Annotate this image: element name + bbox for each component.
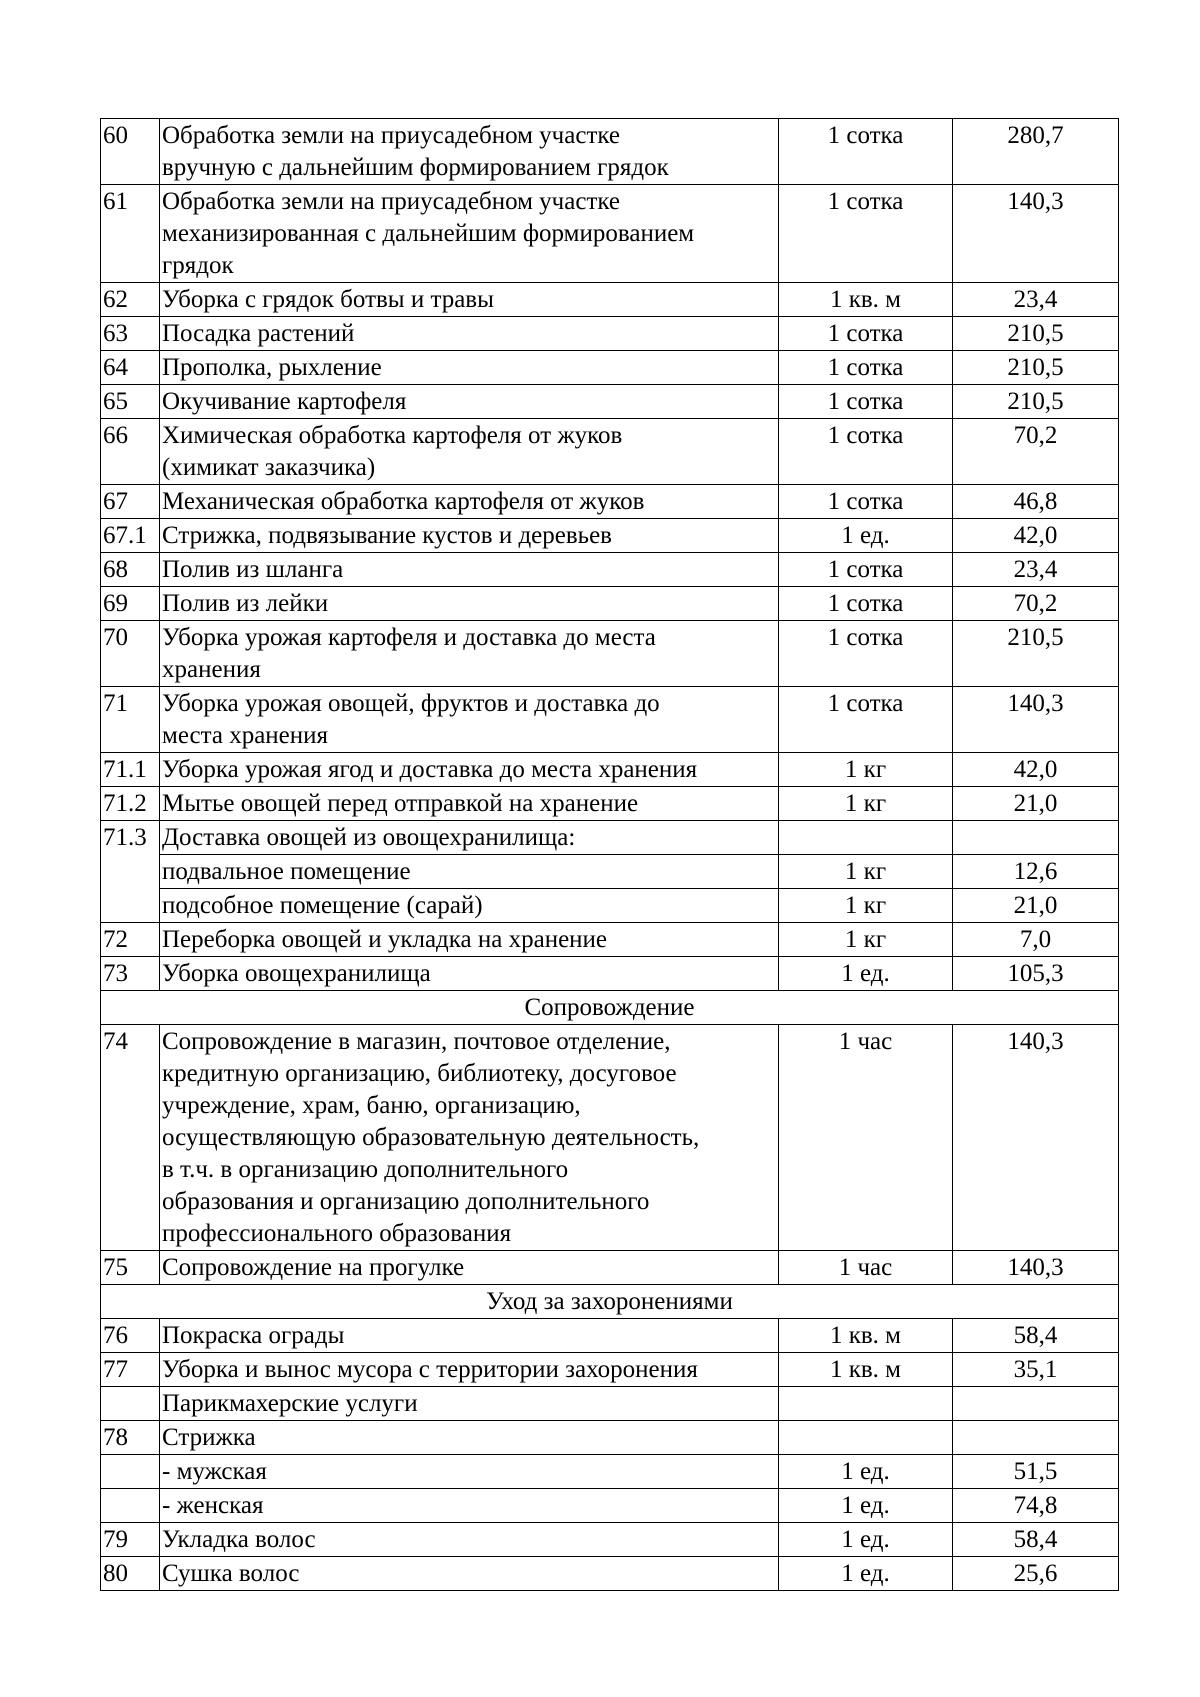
row-number: 67	[101, 485, 160, 519]
table-row	[101, 687, 1119, 753]
service-name-line: Доставка овощей из овощехранилища:	[162, 824, 576, 851]
price-value: 42,0	[953, 753, 1119, 787]
table-row	[101, 317, 1119, 351]
price-value	[953, 821, 1119, 855]
row-number: 77	[101, 1353, 160, 1387]
service-name	[160, 185, 779, 283]
service-name	[160, 889, 779, 923]
unit-of-measure: 1 сотка	[779, 587, 953, 621]
service-name	[160, 1455, 779, 1489]
unit-of-measure: 1 сотка	[779, 621, 953, 687]
unit-of-measure: 1 час	[779, 1025, 953, 1251]
row-number: 69	[101, 587, 160, 621]
unit-of-measure: 1 кг	[779, 787, 953, 821]
service-name	[160, 1387, 779, 1421]
price-value: 140,3	[953, 1251, 1119, 1285]
row-number: 60	[101, 119, 160, 185]
service-name-line: Обработка земли на приусадебном участке	[162, 188, 620, 215]
service-name-line: Уборка урожая ягод и доставка до места хранения	[162, 756, 698, 783]
row-number: 68	[101, 553, 160, 587]
unit-of-measure: 1 ед.	[779, 957, 953, 991]
service-name	[160, 283, 779, 317]
price-value: 58,4	[953, 1523, 1119, 1557]
service-name-line: Прополка, рыхление	[162, 354, 382, 381]
price-value: 35,1	[953, 1353, 1119, 1387]
unit-of-measure: 1 кг	[779, 753, 953, 787]
unit-of-measure: 1 сотка	[779, 419, 953, 485]
price-value: 42,0	[953, 519, 1119, 553]
unit-of-measure: 1 сотка	[779, 553, 953, 587]
unit-of-measure: 1 кв. м	[779, 283, 953, 317]
table-row	[101, 753, 1119, 787]
service-name-line: профессионального образования	[162, 1220, 512, 1247]
price-value: 105,3	[953, 957, 1119, 991]
price-value: 210,5	[953, 385, 1119, 419]
row-number: 74	[101, 1025, 160, 1251]
service-name	[160, 1251, 779, 1285]
service-name-line: подвальное помещение	[162, 858, 411, 885]
service-name-line: Переборка овощей и укладка на хранение	[162, 926, 608, 953]
service-name	[160, 385, 779, 419]
service-name	[160, 119, 779, 185]
service-name	[160, 553, 779, 587]
price-value: 210,5	[953, 317, 1119, 351]
service-name-line: Механическая обработка картофеля от жуков	[162, 488, 645, 515]
table-row	[101, 1557, 1119, 1591]
row-number: 67.1	[101, 519, 160, 553]
row-number	[101, 1489, 160, 1523]
table-row	[101, 419, 1119, 485]
price-value: 140,3	[953, 687, 1119, 753]
service-name-line: Покраска ограды	[162, 1322, 345, 1349]
service-name	[160, 787, 779, 821]
service-name-line: Укладка волос	[162, 1526, 316, 1553]
table-row	[101, 519, 1119, 553]
service-name-line: хранения	[162, 656, 261, 683]
table-row	[101, 283, 1119, 317]
service-name-line: Посадка растений	[162, 320, 355, 347]
unit-of-measure: 1 кв. м	[779, 1319, 953, 1353]
row-number: 71.3	[101, 821, 160, 855]
table-row	[101, 821, 1119, 855]
service-name-line: Обработка земли на приусадебном участке	[162, 122, 620, 149]
table-row	[101, 957, 1119, 991]
service-name-line: места хранения	[162, 722, 329, 749]
row-number: 64	[101, 351, 160, 385]
unit-of-measure: 1 кг	[779, 923, 953, 957]
table-row	[101, 1523, 1119, 1557]
table-row	[101, 1319, 1119, 1353]
row-number	[101, 1455, 160, 1489]
row-number: 71.1	[101, 753, 160, 787]
table-row	[101, 553, 1119, 587]
row-number: 66	[101, 419, 160, 485]
service-name-line: Сушка волос	[162, 1560, 300, 1587]
price-value: 58,4	[953, 1319, 1119, 1353]
table-row	[101, 1455, 1119, 1489]
unit-of-measure: 1 сотка	[779, 119, 953, 185]
service-name	[160, 855, 779, 889]
service-name-line: вручную с дальнейшим формированием грядок	[162, 154, 669, 181]
row-number: 71.2	[101, 787, 160, 821]
service-name-line: учреждение, храм, баню, организацию,	[162, 1092, 581, 1119]
table-row	[101, 587, 1119, 621]
price-value: 7,0	[953, 923, 1119, 957]
unit-of-measure: 1 кв. м	[779, 1353, 953, 1387]
service-name-line: грядок	[162, 252, 234, 279]
section-header-row	[101, 991, 1119, 1025]
table-row	[101, 485, 1119, 519]
table-row	[101, 1387, 1119, 1421]
price-value: 280,7	[953, 119, 1119, 185]
service-name-line: Сопровождение на прогулке	[162, 1254, 465, 1281]
row-number: 78	[101, 1421, 160, 1455]
unit-of-measure: 1 ед.	[779, 1557, 953, 1591]
service-name	[160, 687, 779, 753]
row-number: 80	[101, 1557, 160, 1591]
price-value: 21,0	[953, 787, 1119, 821]
service-name	[160, 821, 779, 855]
table-row	[101, 119, 1119, 185]
table-row	[101, 1251, 1119, 1285]
unit-of-measure: 1 ед.	[779, 1455, 953, 1489]
price-value	[953, 1421, 1119, 1455]
table-row	[101, 1353, 1119, 1387]
table-row	[101, 923, 1119, 957]
service-name	[160, 485, 779, 519]
unit-of-measure: 1 сотка	[779, 485, 953, 519]
unit-of-measure: 1 сотка	[779, 317, 953, 351]
price-value: 70,2	[953, 587, 1119, 621]
service-name	[160, 317, 779, 351]
row-number: 65	[101, 385, 160, 419]
row-number: 61	[101, 185, 160, 283]
price-value: 25,6	[953, 1557, 1119, 1591]
price-value	[953, 1387, 1119, 1421]
section-title: Уход за захоронениями	[101, 1285, 1119, 1319]
table-row	[101, 185, 1119, 283]
unit-of-measure	[779, 1421, 953, 1455]
service-name-line: Уборка с грядок ботвы и травы	[162, 286, 494, 313]
table-row	[101, 855, 1119, 889]
price-value: 210,5	[953, 621, 1119, 687]
service-name-line: Полив из шланга	[162, 556, 344, 583]
service-name	[160, 351, 779, 385]
row-number	[101, 855, 160, 889]
row-number: 70	[101, 621, 160, 687]
service-name-line: Уборка урожая картофеля и доставка до места	[162, 624, 656, 651]
row-number: 62	[101, 283, 160, 317]
service-name	[160, 1025, 779, 1251]
row-number: 79	[101, 1523, 160, 1557]
unit-of-measure: 1 ед.	[779, 519, 953, 553]
price-value: 140,3	[953, 1025, 1119, 1251]
table-row	[101, 1025, 1119, 1251]
price-value: 51,5	[953, 1455, 1119, 1489]
table-row	[101, 385, 1119, 419]
service-name-line: в т.ч. в организацию дополнительного	[162, 1156, 569, 1183]
service-name-line: Окучивание картофеля	[162, 388, 407, 415]
price-value: 140,3	[953, 185, 1119, 283]
service-name	[160, 1489, 779, 1523]
section-header-row	[101, 1285, 1119, 1319]
service-name	[160, 1523, 779, 1557]
price-value: 46,8	[953, 485, 1119, 519]
service-name-line: Полив из лейки	[162, 590, 329, 617]
price-value: 70,2	[953, 419, 1119, 485]
service-name-line: (химикат заказчика)	[162, 454, 376, 481]
table-row	[101, 1489, 1119, 1523]
service-name	[160, 587, 779, 621]
service-name	[160, 519, 779, 553]
price-value: 12,6	[953, 855, 1119, 889]
service-name-line: - женская	[162, 1492, 264, 1519]
service-name	[160, 1557, 779, 1591]
row-number: 63	[101, 317, 160, 351]
service-name	[160, 1353, 779, 1387]
service-name-line: Стрижка, подвязывание кустов и деревьев	[162, 522, 612, 549]
service-name	[160, 753, 779, 787]
row-number	[101, 1387, 160, 1421]
unit-of-measure: 1 кг	[779, 889, 953, 923]
service-name	[160, 1319, 779, 1353]
service-name	[160, 923, 779, 957]
service-name-line: Уборка и вынос мусора с территории захоронения	[162, 1356, 698, 1383]
table-row	[101, 1421, 1119, 1455]
unit-of-measure: 1 ед.	[779, 1489, 953, 1523]
service-name	[160, 621, 779, 687]
table-row	[101, 787, 1119, 821]
row-number: 75	[101, 1251, 160, 1285]
service-name	[160, 957, 779, 991]
service-name-line: Сопровождение в магазин, почтовое отделение,	[162, 1028, 671, 1055]
service-name-line: кредитную организацию, библиотеку, досуговое	[162, 1060, 677, 1087]
service-name-line: Уборка овощехранилища	[162, 960, 431, 987]
row-number: 72	[101, 923, 160, 957]
price-value: 23,4	[953, 283, 1119, 317]
table-row	[101, 351, 1119, 385]
service-name-line: - мужская	[162, 1458, 267, 1485]
service-name-line: Парикмахерские услуги	[162, 1390, 418, 1417]
service-name-line: осуществляющую образовательную деятельность,	[162, 1124, 700, 1151]
service-name-line: Стрижка	[162, 1424, 256, 1451]
unit-of-measure: 1 кг	[779, 855, 953, 889]
price-value: 210,5	[953, 351, 1119, 385]
service-name-line: механизированная с дальнейшим формированием	[162, 220, 695, 247]
price-value: 74,8	[953, 1489, 1119, 1523]
service-name	[160, 419, 779, 485]
row-number	[101, 889, 160, 923]
service-name-line: Мытье овощей перед отправкой на хранение	[162, 790, 639, 817]
unit-of-measure: 1 сотка	[779, 687, 953, 753]
section-title: Сопровождение	[101, 991, 1119, 1025]
unit-of-measure: 1 сотка	[779, 351, 953, 385]
unit-of-measure: 1 ед.	[779, 1523, 953, 1557]
unit-of-measure	[779, 821, 953, 855]
service-name	[160, 1421, 779, 1455]
service-name-line: Уборка урожая овощей, фруктов и доставка до	[162, 690, 660, 717]
row-number: 73	[101, 957, 160, 991]
tariff-table-body	[101, 119, 1119, 1591]
unit-of-measure	[779, 1387, 953, 1421]
unit-of-measure: 1 сотка	[779, 385, 953, 419]
row-number: 76	[101, 1319, 160, 1353]
row-number: 71	[101, 687, 160, 753]
unit-of-measure: 1 час	[779, 1251, 953, 1285]
service-name-line: подсобное помещение (сарай)	[162, 892, 483, 919]
tariff-table	[100, 118, 1119, 1591]
table-row	[101, 889, 1119, 923]
table-row	[101, 621, 1119, 687]
price-value: 23,4	[953, 553, 1119, 587]
service-name-line: Химическая обработка картофеля от жуков	[162, 422, 623, 449]
service-name-line: образования и организацию дополнительного	[162, 1188, 650, 1215]
price-value: 21,0	[953, 889, 1119, 923]
unit-of-measure: 1 сотка	[779, 185, 953, 283]
